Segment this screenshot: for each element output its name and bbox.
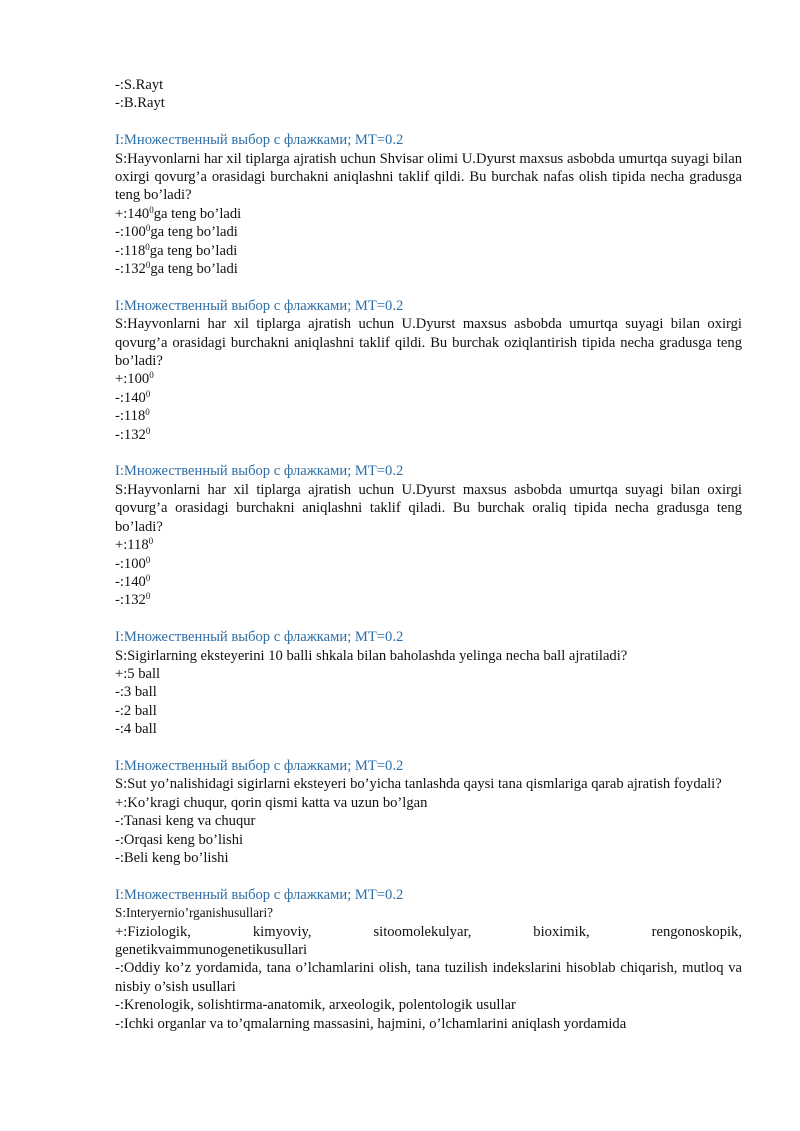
question-type-heading: I:Множественный выбор с флажками; MT=0.2 xyxy=(115,463,404,480)
answer-option: -:Orqasi keng bo’lishi xyxy=(115,831,244,848)
answer-option-line: genetikvaimmunogenetikusullari xyxy=(115,942,308,958)
question-text: S:Hayvonlarni har xil tiplarga ajratish uchun Shvisar olimi U.Dyurst maxsus asbobda umurtqa suyagi bilan oxirgi qovurg’a orasidagi burchakni aniqlashni taklif qildi. Bu burchak nafas olish tipida necha gradusga teng bo’ladi? xyxy=(115,150,742,204)
question-block-4 xyxy=(115,628,742,738)
answer-option-correct: $+:118^0$ xyxy=(115,536,154,554)
question-text: S:Sigirlarning eksteyerini 10 balli shkala bilan baholashda yelinga necha ball ajratiladi? xyxy=(115,647,628,664)
answer-option: -:2 ball xyxy=(115,702,157,719)
question-type-heading: I:Множественный выбор с флажками; MT=0.2 xyxy=(115,132,404,149)
answer-option: -:3 ball xyxy=(115,684,157,701)
option-line: -:S.Rayt xyxy=(115,77,164,93)
answer-option: -:Tanasi keng va chuqur xyxy=(115,813,256,830)
answer-option: -:Beli keng bo’lishi xyxy=(115,849,229,866)
question-type-heading: I:Множественный выбор с флажками; MT=0.2 xyxy=(115,757,404,774)
question-text: S:Sut yo’nalishidagi sigirlarni eksteyeri bo’yicha tanlashda qaysi tana qismlariga qarab ajratish foydali? xyxy=(115,776,722,793)
answer-option: $-:118^0ga$ teng bo’ladi xyxy=(115,241,238,259)
answer-option: -:Oddiy ko’z yordamida, tana o’lchamlarini olish, tana tuzilish indekslarini hisoblab chiqarish, mutloq va nisbiy o’sish usullari xyxy=(115,960,742,995)
answer-option-correct: +:Ko’kragi chuqur, qorin qismi katta va uzun bo’lgan xyxy=(115,794,428,811)
option-line: -:B.Rayt xyxy=(115,95,165,112)
answer-option: $-:132^0ga$ teng bo’ladi xyxy=(115,260,238,278)
answer-option: $-:140^0$ xyxy=(115,572,151,590)
question-block-3 xyxy=(115,462,742,609)
document-page xyxy=(115,76,742,1033)
answer-option-correct xyxy=(115,923,742,960)
answer-option-correct: +:5 ball xyxy=(115,665,161,682)
answer-option: $-:132^0$ xyxy=(115,591,151,609)
question-text: S:Hayvonlarni har xil tiplarga ajratish uchun U.Dyurst maxsus asbobda umurtqa suyagi bilan oxirgi qovurg’a orasidagi burchakni aniqlashni taklif qildi. Bu burchak oziqlantirish tipida necha gradusga teng bo’ladi? xyxy=(115,316,742,370)
question-block-6 xyxy=(115,886,742,1033)
question-type-heading: I:Множественный выбор с флажками; MT=0.2 xyxy=(115,886,404,903)
previous-question-options xyxy=(115,76,742,113)
answer-option-correct: $+:100^0$ xyxy=(115,370,154,388)
answer-option-line: +:Fiziologik, kimyoviy, sitoomolekulyar, bioximik, rengonoskopik, xyxy=(115,923,742,940)
answer-option-correct: $+:140^0ga$ teng bo’ladi xyxy=(115,204,242,222)
question-block-1 xyxy=(115,131,742,278)
answer-option: -:Krenologik, solishtirma-anatomik, arxeologik, polentologik usullar xyxy=(115,997,516,1014)
question-type-heading: I:Множественный выбор с флажками; MT=0.2 xyxy=(115,629,404,646)
question-text: S:Hayvonlarni har xil tiplarga ajratish uchun U.Dyurst maxsus asbobda umurtqa suyagi bilan oxirgi qovurg’a orasidagi burchakni aniqlashni taklif qiladi. Bu burchak oraliq tipida necha gradusga teng bo’ladi? xyxy=(115,481,742,535)
question-text: S:Interyernio’rganishusullari? xyxy=(115,905,273,921)
answer-option: $-:132^0$ xyxy=(115,425,151,443)
answer-option: -:Ichki organlar va to’qmalarning massasini, hajmini, o’lchamlarini aniqlash yordamida xyxy=(115,1015,627,1032)
answer-option: $-:118^0$ xyxy=(115,407,150,425)
answer-option: $-:100^0$ xyxy=(115,554,151,572)
question-block-2 xyxy=(115,297,742,444)
question-block-5 xyxy=(115,757,742,867)
answer-option: -:4 ball xyxy=(115,721,157,738)
answer-option: $-:140^0$ xyxy=(115,388,151,406)
question-type-heading: I:Множественный выбор с флажками; MT=0.2 xyxy=(115,297,404,314)
answer-option: $-:100^0ga$ teng bo’ladi xyxy=(115,223,238,241)
